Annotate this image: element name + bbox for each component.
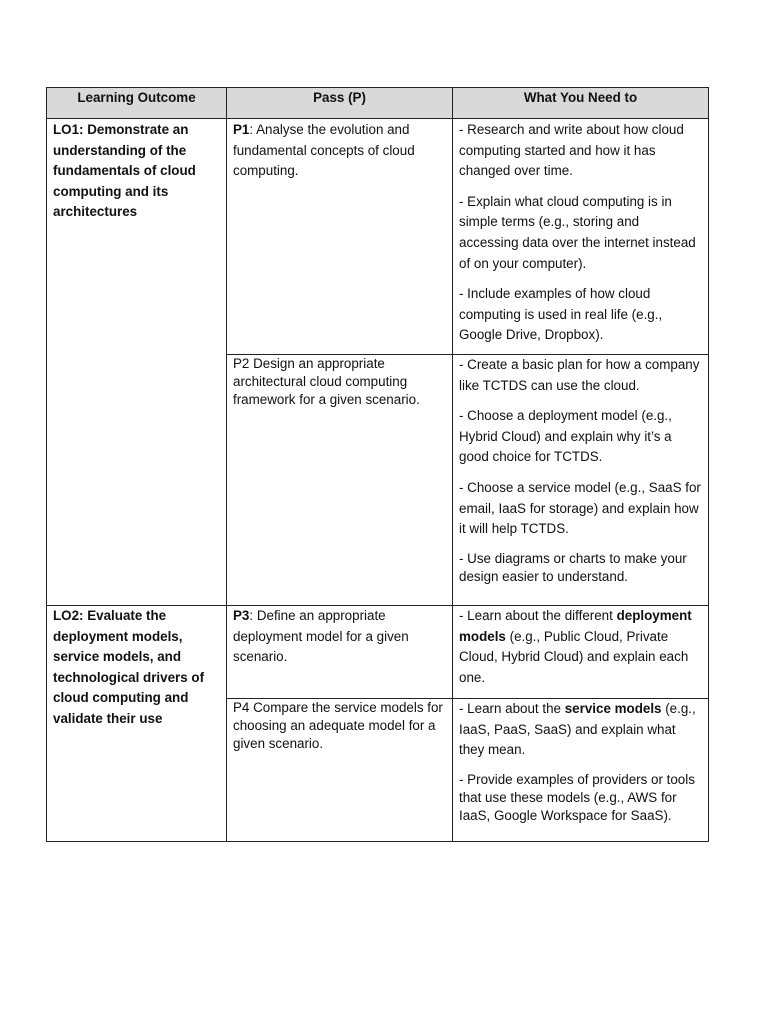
p1-description: : Analyse the evolution and fundamental concepts of cloud computing. (233, 122, 415, 179)
p4-cell (227, 699, 453, 842)
p1-need-item: - Explain what cloud computing is in simple terms (e.g., storing and accessing data over the internet instead of on your computer). (459, 193, 696, 271)
p3-description: : Define an appropriate deployment model for a given scenario. (233, 608, 409, 665)
p4-need-text: (e.g., IaaS, PaaS, SaaS) and explain what they mean. (459, 701, 696, 758)
p1-need-item: - Include examples of how cloud computing is used in real life (e.g., Google Drive, Dropbox). (459, 286, 663, 343)
p1-text (233, 120, 446, 182)
p4-need-item: - Provide examples of providers or tools that use these models (e.g., AWS for IaaS, Google Workspace for SaaS). (459, 771, 695, 823)
p4-needs-cell (453, 699, 709, 842)
p3-need-bold: deployment models (459, 608, 692, 644)
p4-text: P4 Compare the service models for choosing an adequate model for a given scenario. (233, 700, 443, 751)
p2-cell (227, 355, 453, 606)
p3-text (233, 606, 446, 668)
header-pass: Pass (P) (227, 88, 453, 119)
p1-needs-cell (453, 119, 709, 355)
learning-outcomes-table (46, 87, 709, 842)
lo2-text: LO2: Evaluate the deployment models, service models, and technological drivers of cloud computing and validate their use (53, 608, 205, 726)
table-row (47, 606, 709, 699)
p2-needs-cell (453, 355, 709, 606)
p3-need-item (459, 606, 702, 688)
p2-need-item: - Choose a service model (e.g., SaaS for email, IaaS for storage) and explain how it will help TCTDS. (459, 479, 701, 537)
p2-need-item: - Create a basic plan for how a company like TCTDS can use the cloud. (459, 357, 700, 393)
p3-needs-cell (453, 606, 709, 699)
p3-need-text: - Learn about the different (459, 608, 617, 623)
p3-cell (227, 606, 453, 699)
header-learning-outcome: Learning Outcome (47, 88, 227, 119)
header-what-you-need: What You Need to (453, 88, 709, 119)
p1-label: P1 (233, 122, 250, 137)
p2-text: P2 Design an appropriate architectural cloud computing framework for a given scenario. (233, 356, 420, 407)
p4-need-text: - Learn about the (459, 701, 565, 716)
p1-cell (227, 119, 453, 355)
lo1-text: LO1: Demonstrate an understanding of the fundamentals of cloud computing and its architectures (53, 122, 196, 220)
p1-need-item: - Research and write about how cloud computing started and how it has changed over time. (459, 122, 684, 179)
p4-need-bold: service models (564, 701, 662, 716)
p4-need-item (459, 699, 702, 761)
lo2-cell (47, 606, 227, 842)
p2-need-item: - Choose a deployment model (e.g., Hybrid Cloud) and explain why it’s a good choice for TCTDS. (459, 408, 672, 465)
table-row (47, 119, 709, 355)
lo1-cell (47, 119, 227, 606)
table-header-row (47, 88, 709, 119)
p3-need-text: (e.g., Public Cloud, Private Cloud, Hybrid Cloud) and explain each one. (459, 628, 689, 685)
p2-need-item: - Use diagrams or charts to make your design easier to understand. (459, 550, 687, 584)
p3-label: P3 (233, 608, 250, 623)
